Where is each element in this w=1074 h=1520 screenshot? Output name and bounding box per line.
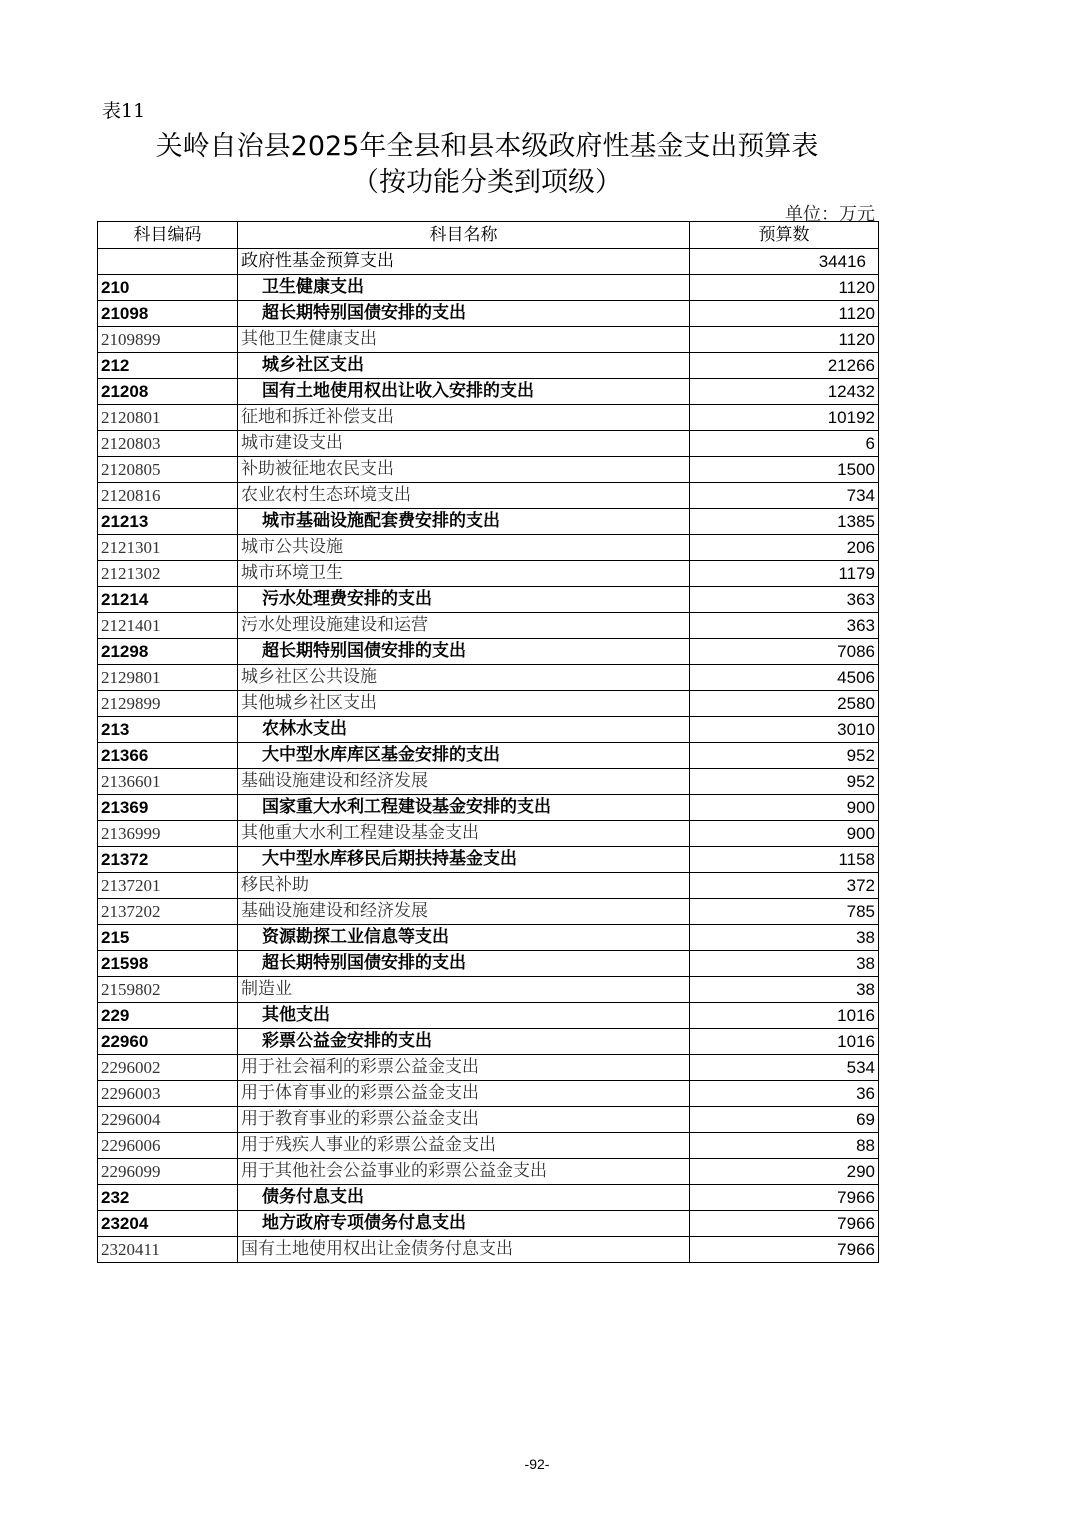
code-cell: 2320411 (98, 1237, 238, 1263)
amount-cell: 7966 (690, 1237, 879, 1263)
table-row (98, 327, 879, 353)
code-cell: 212 (98, 353, 238, 379)
amount-cell: 3010 (690, 717, 879, 743)
table-row (98, 1107, 879, 1133)
amount-cell: 363 (690, 613, 879, 639)
table-row (98, 431, 879, 457)
name-cell: 其他重大水利工程建设基金支出 (238, 821, 690, 847)
code-cell: 2120801 (98, 405, 238, 431)
amount-cell: 88 (690, 1133, 879, 1159)
unit-label: 单位：万元 (785, 204, 875, 225)
name-cell: 债务付息支出 (238, 1185, 690, 1211)
name-cell: 移民补助 (238, 873, 690, 899)
amount-cell: 363 (690, 587, 879, 613)
amount-cell: 1500 (690, 457, 879, 483)
code-cell: 21372 (98, 847, 238, 873)
table-row (98, 951, 879, 977)
code-cell: 21298 (98, 639, 238, 665)
amount-cell: 10192 (690, 405, 879, 431)
code-cell: 2136999 (98, 821, 238, 847)
table-row (98, 743, 879, 769)
table-row (98, 821, 879, 847)
amount-cell: 1016 (690, 1029, 879, 1055)
code-cell: 229 (98, 1003, 238, 1029)
column-header-code: 科目编码 (98, 222, 238, 249)
code-cell: 21098 (98, 301, 238, 327)
code-cell: 2120816 (98, 483, 238, 509)
table-row (98, 275, 879, 301)
name-cell: 政府性基金预算支出 (238, 249, 690, 275)
code-cell: 21214 (98, 587, 238, 613)
amount-cell: 372 (690, 873, 879, 899)
code-cell: 2137201 (98, 873, 238, 899)
table-row (98, 457, 879, 483)
table-row (98, 665, 879, 691)
name-cell: 用于体育事业的彩票公益金支出 (238, 1081, 690, 1107)
name-cell: 制造业 (238, 977, 690, 1003)
table-row (98, 1055, 879, 1081)
table-row (98, 561, 879, 587)
table-row (98, 769, 879, 795)
code-cell: 21598 (98, 951, 238, 977)
amount-cell: 2580 (690, 691, 879, 717)
table-row (98, 717, 879, 743)
table-number: 表11 (102, 100, 146, 122)
code-cell: 2159802 (98, 977, 238, 1003)
name-cell: 基础设施建设和经济发展 (238, 899, 690, 925)
amount-cell: 7966 (690, 1185, 879, 1211)
table-row (98, 1211, 879, 1237)
name-cell: 污水处理费安排的支出 (238, 587, 690, 613)
name-cell: 城市建设支出 (238, 431, 690, 457)
table-row (98, 925, 879, 951)
table-row (98, 639, 879, 665)
document-title: 关岭自治县2025年全县和县本级政府性基金支出预算表 (155, 131, 819, 162)
document-subtitle: （按功能分类到项级） (352, 167, 622, 198)
amount-cell: 1179 (690, 561, 879, 587)
name-cell: 用于社会福利的彩票公益金支出 (238, 1055, 690, 1081)
code-cell: 215 (98, 925, 238, 951)
code-cell: 2296004 (98, 1107, 238, 1133)
table-row (98, 899, 879, 925)
table-row (98, 1003, 879, 1029)
table-row (98, 795, 879, 821)
table-row (98, 847, 879, 873)
name-cell: 城乡社区公共设施 (238, 665, 690, 691)
code-cell: 22960 (98, 1029, 238, 1055)
code-cell: 2136601 (98, 769, 238, 795)
name-cell: 资源勘探工业信息等支出 (238, 925, 690, 951)
amount-cell: 534 (690, 1055, 879, 1081)
name-cell: 大中型水库库区基金安排的支出 (238, 743, 690, 769)
table-row (98, 1029, 879, 1055)
amount-cell: 34416 (690, 249, 879, 275)
code-cell: 2120803 (98, 431, 238, 457)
name-cell: 其他卫生健康支出 (238, 327, 690, 353)
amount-cell: 206 (690, 535, 879, 561)
name-cell: 地方政府专项债务付息支出 (238, 1211, 690, 1237)
table-row (98, 509, 879, 535)
amount-cell: 7086 (690, 639, 879, 665)
table-row (98, 1133, 879, 1159)
name-cell: 超长期特别国债安排的支出 (238, 639, 690, 665)
budget-table (97, 221, 879, 1263)
table-row (98, 249, 879, 275)
name-cell: 补助被征地农民支出 (238, 457, 690, 483)
table-row (98, 691, 879, 717)
table-row (98, 613, 879, 639)
name-cell: 大中型水库移民后期扶持基金支出 (238, 847, 690, 873)
code-cell: 21366 (98, 743, 238, 769)
name-cell: 国有土地使用权出让收入安排的支出 (238, 379, 690, 405)
name-cell: 国有土地使用权出让金债务付息支出 (238, 1237, 690, 1263)
table-row (98, 587, 879, 613)
name-cell: 彩票公益金安排的支出 (238, 1029, 690, 1055)
name-cell: 其他城乡社区支出 (238, 691, 690, 717)
code-cell: 2121401 (98, 613, 238, 639)
amount-cell: 12432 (690, 379, 879, 405)
column-header-name: 科目名称 (238, 222, 690, 249)
code-cell: 232 (98, 1185, 238, 1211)
table-row (98, 977, 879, 1003)
code-cell: 23204 (98, 1211, 238, 1237)
name-cell: 用于教育事业的彩票公益金支出 (238, 1107, 690, 1133)
name-cell: 卫生健康支出 (238, 275, 690, 301)
code-cell: 2296002 (98, 1055, 238, 1081)
amount-cell: 69 (690, 1107, 879, 1133)
name-cell: 其他支出 (238, 1003, 690, 1029)
code-cell: 2120805 (98, 457, 238, 483)
table-row (98, 353, 879, 379)
name-cell: 城乡社区支出 (238, 353, 690, 379)
code-cell: 2121302 (98, 561, 238, 587)
name-cell: 城市公共设施 (238, 535, 690, 561)
amount-cell: 900 (690, 795, 879, 821)
name-cell: 国家重大水利工程建设基金安排的支出 (238, 795, 690, 821)
code-cell: 21208 (98, 379, 238, 405)
amount-cell: 290 (690, 1159, 879, 1185)
code-cell: 2121301 (98, 535, 238, 561)
table-row (98, 1185, 879, 1211)
code-cell (98, 249, 238, 275)
amount-cell: 734 (690, 483, 879, 509)
name-cell: 用于其他社会公益事业的彩票公益金支出 (238, 1159, 690, 1185)
table-row (98, 535, 879, 561)
name-cell: 征地和拆迁补偿支出 (238, 405, 690, 431)
table-row (98, 379, 879, 405)
amount-cell: 952 (690, 769, 879, 795)
amount-cell: 1385 (690, 509, 879, 535)
code-cell: 21369 (98, 795, 238, 821)
code-cell: 213 (98, 717, 238, 743)
amount-cell: 1016 (690, 1003, 879, 1029)
amount-cell: 38 (690, 951, 879, 977)
amount-cell: 21266 (690, 353, 879, 379)
table-row (98, 1081, 879, 1107)
code-cell: 2129899 (98, 691, 238, 717)
amount-cell: 4506 (690, 665, 879, 691)
amount-cell: 1120 (690, 327, 879, 353)
table-row (98, 483, 879, 509)
code-cell: 2296006 (98, 1133, 238, 1159)
name-cell: 超长期特别国债安排的支出 (238, 301, 690, 327)
budget-table-body (98, 249, 879, 1263)
table-row (98, 1159, 879, 1185)
name-cell: 超长期特别国债安排的支出 (238, 951, 690, 977)
name-cell: 城市环境卫生 (238, 561, 690, 587)
name-cell: 污水处理设施建设和运营 (238, 613, 690, 639)
amount-cell: 36 (690, 1081, 879, 1107)
name-cell: 用于残疾人事业的彩票公益金支出 (238, 1133, 690, 1159)
amount-cell: 1158 (690, 847, 879, 873)
code-cell: 2137202 (98, 899, 238, 925)
code-cell: 21213 (98, 509, 238, 535)
name-cell: 城市基础设施配套费安排的支出 (238, 509, 690, 535)
page-number: -92- (524, 1456, 550, 1472)
column-header-amount: 预算数 (690, 222, 879, 249)
amount-cell: 38 (690, 925, 879, 951)
code-cell: 2109899 (98, 327, 238, 353)
amount-cell: 785 (690, 899, 879, 925)
amount-cell: 38 (690, 977, 879, 1003)
table-row (98, 301, 879, 327)
code-cell: 210 (98, 275, 238, 301)
amount-cell: 1120 (690, 275, 879, 301)
code-cell: 2129801 (98, 665, 238, 691)
table-row (98, 873, 879, 899)
amount-cell: 7966 (690, 1211, 879, 1237)
name-cell: 农业农村生态环境支出 (238, 483, 690, 509)
name-cell: 基础设施建设和经济发展 (238, 769, 690, 795)
amount-cell: 900 (690, 821, 879, 847)
table-row (98, 1237, 879, 1263)
code-cell: 2296099 (98, 1159, 238, 1185)
amount-cell: 6 (690, 431, 879, 457)
name-cell: 农林水支出 (238, 717, 690, 743)
table-row (98, 405, 879, 431)
amount-cell: 952 (690, 743, 879, 769)
code-cell: 2296003 (98, 1081, 238, 1107)
amount-cell: 1120 (690, 301, 879, 327)
table-header-row (98, 222, 879, 249)
